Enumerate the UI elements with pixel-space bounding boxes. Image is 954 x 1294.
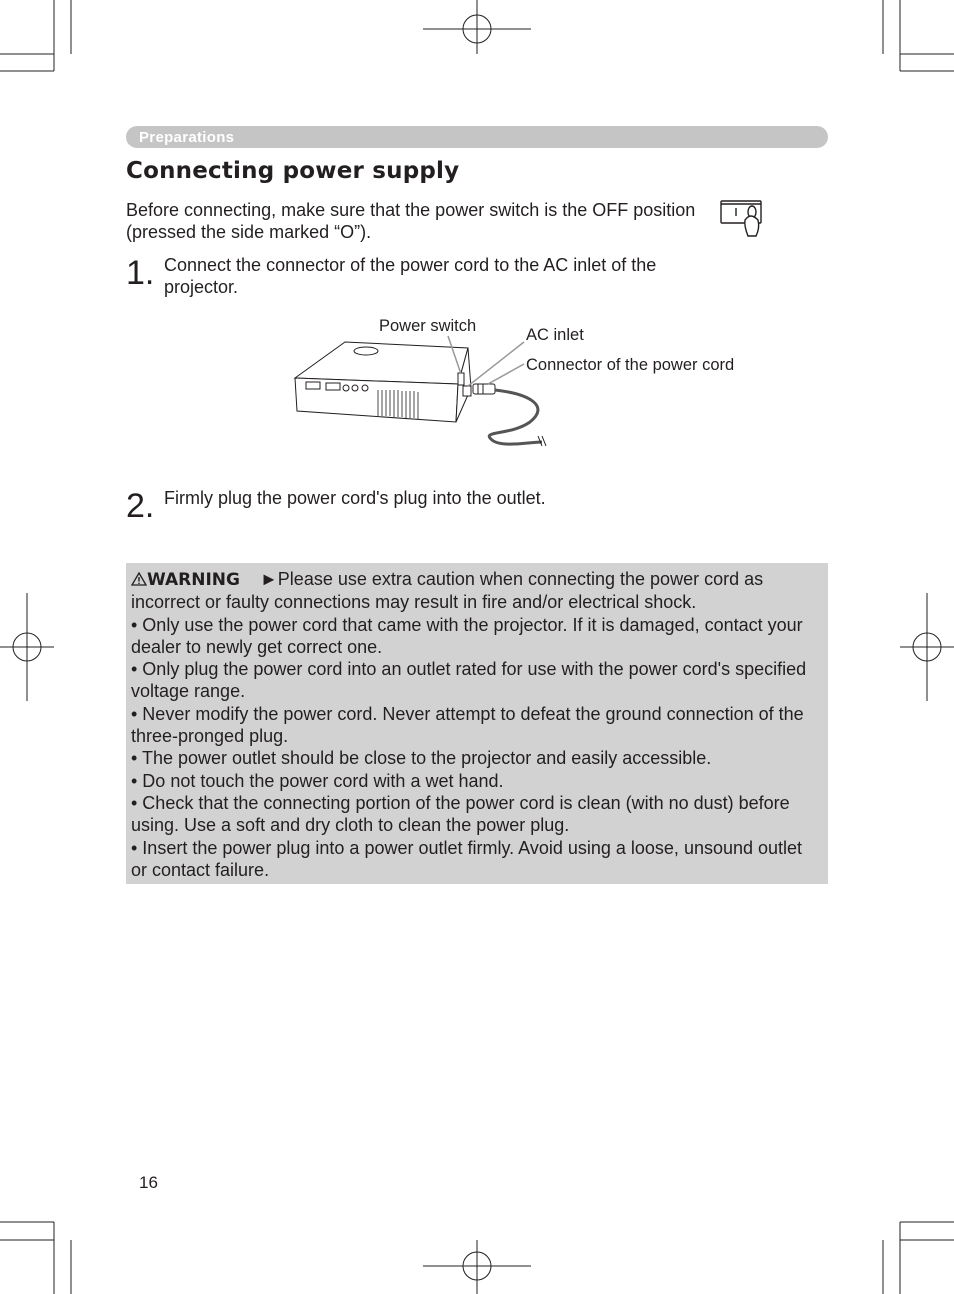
- warning-item: • Insert the power plug into a power outlet firmly. Avoid using a loose, unsound outlet or contact failure.: [131, 837, 803, 880]
- warning-item: • Do not touch the power cord with a wet hand.: [131, 770, 504, 791]
- warning-item: • Only use the power cord that came with the projector. If it is damaged, contact your dealer to newly get correct one.: [131, 614, 803, 657]
- crop-mark-icon: [0, 0, 71, 71]
- warning-triangle-icon: [131, 572, 147, 586]
- label-ac-inlet: AC inlet: [526, 326, 584, 344]
- label-power-cord-connector: Connector of the power cord: [526, 356, 735, 374]
- warning-intro-line: [131, 568, 821, 614]
- warning-item: • Check that the connecting portion of the power cord is clean (with no dust) before using. Use a soft and dry cloth to clean the power plug.: [131, 792, 790, 836]
- registration-mark-icon: [900, 593, 954, 701]
- step-1-text: Connect the connector of the power cord to the AC inlet of the projector.: [164, 255, 657, 297]
- warning-item: • The power outlet should be close to the projector and easily accessible.: [131, 748, 712, 769]
- label-power-switch: Power switch: [379, 317, 477, 335]
- registration-mark-icon: [423, 1240, 531, 1294]
- registration-mark-icon: [423, 0, 531, 54]
- power-switch-icon: [718, 198, 766, 240]
- step-2-text: Firmly plug the power cord's plug into the outlet.: [164, 488, 546, 508]
- warning-intro: ►Please use extra caution when connecting the power cord as incorrect or faulty connections may result in fire and/or electrical shock.: [131, 569, 764, 613]
- step-1-number: 1.: [126, 254, 155, 292]
- crop-mark-icon: [0, 1222, 71, 1294]
- crop-mark-icon: [883, 0, 954, 71]
- section-label: Preparations: [139, 129, 235, 146]
- warning-item: • Only plug the power cord into an outlet rated for use with the power cord's specified voltage range.: [131, 659, 807, 702]
- page-number: 16: [139, 1173, 158, 1192]
- warning-content: [131, 568, 821, 881]
- warning-item: • Never modify the power cord. Never attempt to defeat the ground connection of the three-pronged plug.: [131, 703, 804, 747]
- registration-mark-icon: [0, 593, 54, 701]
- warning-heading: WARNING: [147, 570, 240, 590]
- page-title: Connecting power supply: [126, 158, 460, 184]
- crop-mark-icon: [883, 1222, 954, 1294]
- intro-text: Before connecting, make sure that the power switch is the OFF position (pressed the side marked “O”).: [126, 200, 696, 242]
- step-2-number: 2.: [126, 487, 155, 525]
